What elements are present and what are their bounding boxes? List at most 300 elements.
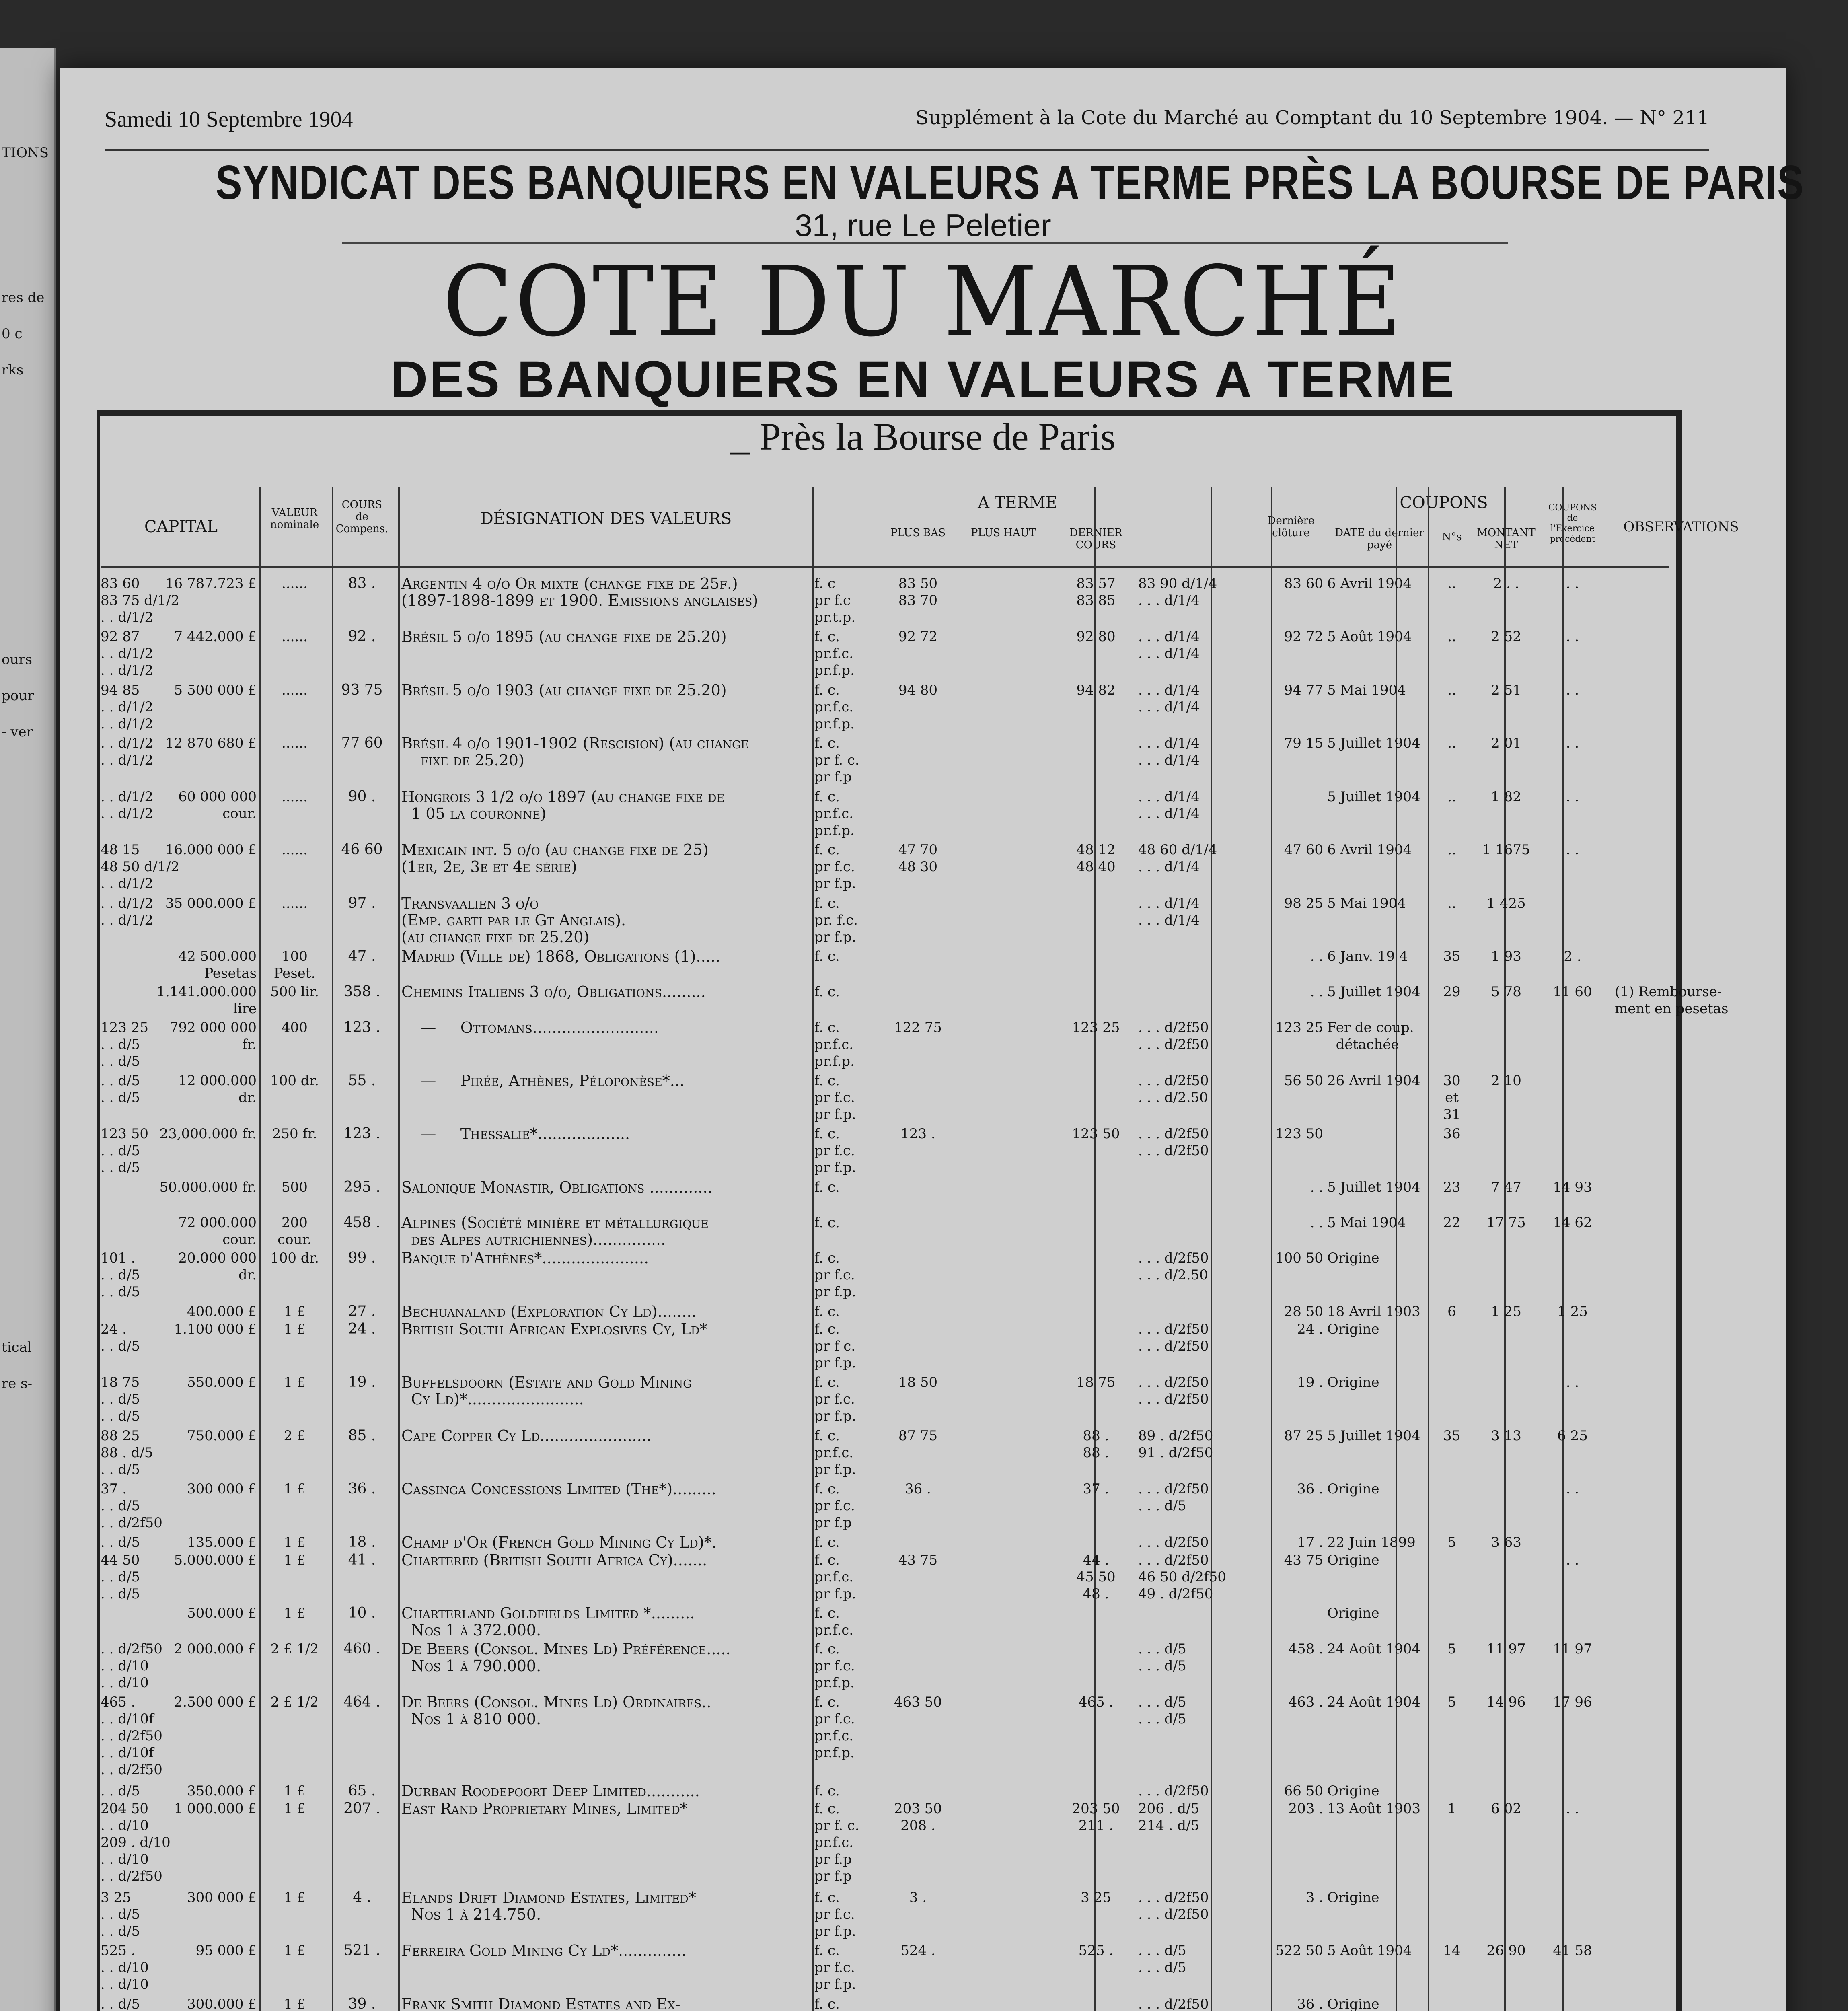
edge-fragment: 0 c <box>2 326 23 342</box>
header-date: Samedi 10 Septembre 1904 <box>105 107 353 132</box>
col-cours: COURS de Compens. <box>335 499 389 535</box>
cell-cours: 55 . <box>348 1072 376 1089</box>
cell-date: 13 Août 1903 <box>1327 1800 1420 1817</box>
cell-nos <box>1434 1783 1470 1800</box>
cell-valeur: ...... <box>282 576 308 592</box>
cell-dernier: 203 50 211 . <box>1072 1800 1120 1834</box>
cell-cours: 464 . <box>343 1694 380 1711</box>
cell-terme: f. c. pr.f.c. pr.f.p. <box>814 788 855 839</box>
cell-primes: . . . d/2f50 . . . d/2f50 <box>1138 1321 1209 1355</box>
cell-plus-bas <box>889 735 947 788</box>
cell-primes <box>1138 983 1255 1019</box>
cell-dernier: 465 . <box>1078 1694 1114 1711</box>
cell-cloture: 458 . <box>1288 1641 1323 1657</box>
cell-montant <box>1470 1374 1542 1427</box>
cell-montant <box>1470 1480 1542 1534</box>
edge-fragment: re s- <box>2 1376 33 1392</box>
cell-exercice: 14 93 <box>1553 1179 1592 1195</box>
col-capital: CAPITAL <box>144 518 218 536</box>
cell-designation: Madrid (Ville de) 1868, Obligations (1)..... <box>401 948 720 966</box>
cell-primes: 48 60 d/1/4 . . . d/1/4 <box>1138 842 1217 875</box>
cell-exercice <box>1542 1019 1603 1072</box>
cell-montant: 2 51 <box>1491 682 1521 698</box>
cell-cours: 46 60 <box>341 841 383 858</box>
title-rule <box>342 242 1508 244</box>
cell-valeur: 100 dr. <box>270 1073 319 1089</box>
cell-cours: 41 . <box>348 1551 376 1568</box>
cell-terme: f. c pr f.c pr.t.p. <box>814 576 856 625</box>
table-row <box>101 1374 1669 1427</box>
cell-capital: 12 870 680 £ <box>165 735 257 752</box>
cell-primes: 206 . d/5 214 . d/5 <box>1138 1800 1200 1834</box>
cell-dernier: 92 80 <box>1076 629 1116 645</box>
cell-dernier: 3 25 <box>1081 1889 1111 1906</box>
cell-observations <box>1615 1214 1747 1250</box>
table-row <box>101 983 1729 1019</box>
edge-fragment: pour <box>2 688 34 704</box>
cell-montant: 3 13 <box>1491 1427 1521 1444</box>
cell-capital: 750.000 £ <box>187 1427 257 1444</box>
cell-designation: De Beers (Consol. Mines Ld) Ordinaires.. Nos 1 à 810 000. <box>401 1694 711 1728</box>
cell-exercice: . . <box>1566 1374 1579 1391</box>
cell-terme: f. c. pr.f.c. <box>814 1605 854 1639</box>
cell-cours: 460 . <box>343 1640 380 1657</box>
cell-nos <box>1434 1374 1470 1427</box>
cell-terme: f. c. pr.f.c. pr.f.p. <box>814 682 855 732</box>
cell-exercice: . . <box>1566 735 1579 752</box>
cell-designation: Cassinga Concessions Limited (The*)......... <box>401 1480 716 1498</box>
cell-cours: 10 . <box>348 1605 376 1622</box>
cell-valeur: 2 £ 1/2 <box>270 1694 319 1711</box>
cell-primes: . . . d/5 . . . d/5 <box>1138 1694 1186 1727</box>
col-nos: N°s <box>1442 531 1462 543</box>
cell-primes: . . . d/2f50 <box>1138 1996 1209 2011</box>
cell-plus-bas: 36 . <box>905 1481 931 1497</box>
cell-capital: 35 000.000 £ <box>165 895 257 911</box>
cell-nos: 22 <box>1443 1215 1461 1231</box>
cell-montant: 1 425 <box>1486 895 1526 911</box>
cell-cours: 93 75 <box>341 681 383 698</box>
cell-dernier <box>1066 1250 1126 1303</box>
cell-montant: 14 96 <box>1486 1694 1526 1711</box>
cell-terme: f. c. pr f. c. pr f.p <box>814 735 859 785</box>
cell-nos: 35 <box>1443 1427 1461 1444</box>
cell-cours: 19 . <box>348 1374 376 1391</box>
cell-plus-haut: 465 . . . d/10f . . d/2f50 . . d/10f . . d/2f50 <box>101 1694 162 1778</box>
cell-capital: 2.500 000 £ <box>174 1694 257 1711</box>
cell-plus-bas <box>889 983 947 1019</box>
cell-observations <box>1615 1552 1747 1605</box>
table-row <box>101 895 1669 948</box>
cell-date: Fer de coup. détachée <box>1327 1019 1414 1053</box>
cell-terme: f. c. <box>814 1534 840 1550</box>
cell-observations <box>1615 1996 1747 2011</box>
cell-observations: (1) Rembourse- ment en pesetas <box>1615 984 1729 1017</box>
cell-date: Origine <box>1327 1783 1379 1799</box>
cell-designation: Charterland Goldfields Limited *......... Nos 1 à 372.000. <box>401 1605 695 1639</box>
cell-montant <box>1470 1889 1542 1942</box>
cell-cours: 27 . <box>348 1303 376 1320</box>
cell-terme: f. c. pr f.c. pr f.p. <box>814 1889 856 1939</box>
cell-dernier <box>1066 735 1126 788</box>
cell-montant <box>1470 1783 1542 1800</box>
cell-date: 5 Juillet 1904 <box>1327 1427 1420 1444</box>
table-row <box>101 1214 1669 1250</box>
table-row <box>101 1942 1669 1995</box>
cell-terme: f. c. pr f.c. pr f.p. <box>814 1943 856 1993</box>
cell-montant: 2 10 <box>1491 1073 1521 1089</box>
cell-observations <box>1615 1427 1747 1480</box>
cell-date: Origine <box>1327 1481 1379 1497</box>
cell-capital: 60 000 000 cour. <box>178 788 257 822</box>
cell-designation: Bechuanaland (Exploration Cy Ld)........ <box>401 1303 697 1320</box>
cell-capital: 300 000 £ <box>187 1481 257 1497</box>
cell-valeur: 1 £ <box>284 1605 306 1622</box>
cell-primes: 89 . d/2f50 91 . d/2f50 <box>1138 1427 1213 1461</box>
table-row <box>101 1889 1669 1942</box>
cell-plus-bas <box>889 1783 947 1800</box>
cell-dernier <box>1066 1179 1126 1214</box>
cell-plus-haut: 37 . . . d/5 . . d/2f50 <box>101 1481 162 1531</box>
cell-plus-bas <box>889 1996 947 2011</box>
cell-observations <box>1615 1942 1747 1995</box>
cell-plus-bas: 524 . <box>900 1943 935 1959</box>
cell-terme: f. c. pr.f.c. pr f.p. <box>814 1427 856 1478</box>
cell-plus-haut: 92 87 . . d/1/2 . . d/1/2 <box>101 629 154 679</box>
cell-valeur: 1 £ <box>284 1943 306 1959</box>
cell-nos: 36 <box>1443 1126 1461 1142</box>
cell-montant <box>1470 1250 1542 1303</box>
cell-observations <box>1615 1019 1747 1072</box>
cell-cloture: 463 . <box>1288 1694 1323 1711</box>
cell-dernier: 83 57 83 85 <box>1076 576 1116 609</box>
cell-nos: 1 <box>1447 1800 1456 1817</box>
cell-capital: 5 500 000 £ <box>174 682 257 698</box>
cell-plus-haut: 44 50 . . d/5 . . d/5 <box>101 1552 140 1602</box>
cell-date: 24 Août 1904 <box>1327 1694 1420 1711</box>
cell-observations <box>1615 948 1747 983</box>
cell-plus-haut: 18 75 . . d/5 . . d/5 <box>101 1374 140 1425</box>
cell-date <box>1327 1125 1432 1178</box>
cell-cloture: 28 50 <box>1284 1303 1323 1320</box>
cell-observations <box>1615 1480 1747 1534</box>
cell-cloture: 98 25 <box>1284 895 1323 911</box>
cell-designation: Brésil 5 o/o 1895 (au change fixe de 25.20) <box>401 628 727 646</box>
cell-designation: Champ d'Or (French Gold Mining Cy Ld)*. <box>401 1534 717 1551</box>
cell-cours: 295 . <box>343 1178 380 1195</box>
cell-terme: f. c. <box>814 1215 840 1231</box>
cell-cloture: 3 . <box>1305 1889 1323 1906</box>
cell-terme: f. c. pr f. c. pr.f.c. pr f.p pr f.p <box>814 1800 859 1884</box>
cell-date: 6 Avril 1904 <box>1327 842 1412 858</box>
edge-fragment: - ver <box>2 724 33 740</box>
cell-cours: 18 . <box>348 1534 376 1550</box>
cell-date: 18 Avril 1903 <box>1327 1303 1420 1320</box>
cell-designation: Ferreira Gold Mining Cy Ld*.............. <box>401 1942 687 1960</box>
cell-plus-bas <box>889 948 947 983</box>
edge-fragment: res de <box>2 290 45 306</box>
cell-montant: 26 90 <box>1486 1943 1526 1959</box>
table-row <box>101 1125 1669 1178</box>
table-row <box>101 1072 1669 1125</box>
cell-date: 5 Mai 1904 <box>1327 682 1406 698</box>
cell-primes <box>1138 1303 1255 1321</box>
cell-cloture <box>1259 788 1323 841</box>
cell-designation: Durban Roodepoort Deep Limited........... <box>401 1782 700 1800</box>
cell-cloture: 66 50 <box>1284 1783 1323 1799</box>
table-row <box>101 682 1669 735</box>
cell-designation: Brésil 5 o/o 1903 (au change fixe de 25.20) <box>401 681 727 699</box>
cell-designation: — Ottomans.......................... <box>401 1019 659 1036</box>
cell-observations <box>1615 1889 1747 1942</box>
table-row <box>101 1179 1669 1214</box>
cell-terme: f. c. pr f.c. pr f.p. <box>814 842 856 892</box>
cell-nos: 23 <box>1443 1179 1461 1195</box>
table-row <box>101 841 1669 894</box>
cell-terme: f. c. <box>814 948 840 965</box>
cell-terme: f. c. pr f.c. pr.f.c. pr.f.p. <box>814 1694 855 1761</box>
cell-dernier: 525 . <box>1078 1943 1114 1959</box>
cell-capital: 20.000 000 dr. <box>178 1250 257 1283</box>
cell-cloture: 17 . <box>1297 1534 1323 1550</box>
cell-cours: 47 . <box>348 948 376 965</box>
cell-dernier: 88 . 88 . <box>1083 1427 1109 1461</box>
cell-plus-haut: . . d/1/2 . . d/1/2 <box>101 895 154 928</box>
cell-primes: . . . d/2f50 . . . d/2.50 <box>1138 1073 1209 1106</box>
cell-observations <box>1615 735 1747 788</box>
cell-nos: .. <box>1447 682 1456 698</box>
cell-designation: Buffelsdoorn (Estate and Gold Mining Cy Ld)*........................ <box>401 1374 692 1409</box>
cell-plus-bas <box>889 1179 947 1214</box>
cell-cours: 458 . <box>343 1214 380 1231</box>
edge-fragment: tical <box>2 1339 32 1355</box>
cell-designation: Banque d'Athènes*...................... <box>401 1250 649 1267</box>
cell-plus-bas <box>889 1214 947 1250</box>
cell-plus-bas <box>889 1534 947 1552</box>
cell-date: 5 Juillet 1904 <box>1327 1179 1420 1195</box>
cell-cours: 77 60 <box>341 735 383 752</box>
cell-exercice <box>1542 1072 1603 1125</box>
cell-primes: . . . d/2f50 . . . d/2f50 <box>1138 1889 1209 1923</box>
cell-observations <box>1615 1694 1747 1783</box>
cell-nos: 5 <box>1447 1534 1456 1550</box>
cell-primes: . . . d/1/4 . . . d/1/4 <box>1138 629 1200 662</box>
previous-page-edge <box>0 48 56 2011</box>
col-dernier: DERNIER COURS <box>1069 527 1122 551</box>
cell-primes: . . . d/2f50 . . . d/2f50 <box>1138 1374 1209 1408</box>
cell-primes: . . . d/2f50 . . . d/2f50 <box>1138 1126 1209 1159</box>
cell-plus-haut: 525 . . . d/10 . . d/10 <box>101 1943 149 1993</box>
cell-observations <box>1615 1783 1747 1800</box>
cell-observations <box>1615 682 1747 735</box>
header-rule <box>105 149 1709 151</box>
cell-date: 6 Janv. 19 4 <box>1327 948 1408 965</box>
cell-nos: .. <box>1447 629 1456 645</box>
cell-cloture: 19 . <box>1297 1374 1323 1391</box>
table-row <box>101 1996 1669 2011</box>
cell-primes: . . . d/1/4 . . . d/1/4 <box>1138 682 1200 715</box>
cell-exercice: . . <box>1566 576 1579 592</box>
col-plus-bas: PLUS BAS <box>890 527 946 539</box>
cell-designation: Cape Copper Cy Ld....................... <box>401 1427 652 1445</box>
cell-plus-bas: 122 75 <box>894 1019 942 1036</box>
cell-observations <box>1615 1072 1747 1125</box>
cell-cloture: . . <box>1310 948 1323 965</box>
cell-plus-haut: 204 50 . . d/10 209 . d/10 . . d/10 . . d/2f50 <box>101 1800 171 1884</box>
cell-terme: f. c. pr. f.c. pr f.p. <box>814 895 858 945</box>
cell-capital: 500.000 £ <box>187 1605 257 1622</box>
cell-cloture: 123 25 <box>1275 1019 1323 1036</box>
cell-montant: 2 . . <box>1493 576 1519 592</box>
cell-plus-bas <box>889 1641 947 1694</box>
cell-plus-bas: 87 75 <box>898 1427 938 1444</box>
cell-plus-bas: 47 70 48 30 <box>898 842 938 875</box>
cell-dernier <box>1066 1783 1126 1800</box>
cell-date: 5 Juillet 1904 <box>1327 984 1420 1000</box>
cell-cours: 36 . <box>348 1480 376 1497</box>
cell-montant <box>1470 1125 1542 1178</box>
cell-exercice: . . <box>1566 1481 1579 1497</box>
cell-primes: . . . d/2f50 . . . d/2f50 <box>1138 1019 1209 1053</box>
cell-montant: 2 52 <box>1491 629 1521 645</box>
cell-cloture: . . <box>1310 1215 1323 1231</box>
cell-observations <box>1615 1303 1747 1321</box>
cell-valeur: 500 <box>282 1179 308 1195</box>
cell-exercice: 1 25 <box>1557 1303 1588 1320</box>
cell-plus-bas <box>889 1321 947 1374</box>
cell-designation: Chemins Italiens 3 o/o, Obligations......... <box>401 983 706 1001</box>
cell-exercice <box>1542 1996 1603 2011</box>
cell-cloture: 94 77 <box>1284 682 1323 698</box>
cell-designation: De Beers (Consol. Mines Ld) Préférence..... Nos 1 à 790.000. <box>401 1640 731 1675</box>
cell-observations <box>1615 1321 1747 1374</box>
cell-exercice <box>1542 1605 1603 1640</box>
cell-dernier <box>1066 788 1126 841</box>
cell-dernier <box>1066 948 1126 983</box>
cell-observations <box>1615 841 1747 894</box>
cell-nos <box>1434 1889 1470 1942</box>
cell-plus-bas: 43 75 <box>898 1552 938 1568</box>
table-row <box>101 1605 1669 1640</box>
cell-montant: 6 02 <box>1491 1800 1521 1817</box>
cell-montant <box>1470 1996 1542 2011</box>
cell-nos <box>1434 1996 1470 2011</box>
running-header <box>105 107 1709 131</box>
col-coupons: COUPONS <box>1400 493 1488 512</box>
cell-dernier: 48 12 48 40 <box>1076 842 1116 875</box>
cell-date: 22 Juin 1899 <box>1327 1534 1416 1550</box>
cell-capital: 5.000.000 £ <box>174 1552 257 1568</box>
cell-valeur: 400 <box>282 1019 308 1036</box>
cell-plus-haut: 24 . . . d/5 <box>101 1321 140 1355</box>
cell-cours: 4 . <box>353 1889 371 1906</box>
cell-primes: . . . d/2f50 . . . d/5 <box>1138 1481 1209 1514</box>
cell-nos <box>1434 1480 1470 1534</box>
cell-primes: . . . d/1/4 . . . d/1/4 <box>1138 895 1200 928</box>
cell-exercice: . . <box>1566 842 1579 858</box>
cell-exercice <box>1542 1783 1603 1800</box>
cell-capital: 50.000.000 fr. <box>159 1179 257 1195</box>
cell-observations <box>1615 1641 1747 1694</box>
cell-primes: . . . d/2f50 <box>1138 1534 1209 1550</box>
cell-terme: f. c. pr f.c. pr f.p. <box>814 1126 856 1176</box>
cell-cloture: . . <box>1310 1179 1323 1195</box>
cell-plus-haut: 88 25 88 . d/5 . . d/5 <box>101 1427 153 1478</box>
cell-capital: 16.000 000 £ <box>165 842 257 858</box>
cell-designation: Brésil 4 o/o 1901-1902 (Rescision) (au change fixe de 25.20) <box>401 735 749 769</box>
cell-plus-bas <box>889 1250 947 1303</box>
cell-terme: f. c. pr f c. pr f.p. <box>814 1321 856 1372</box>
cell-capital: 16 787.723 £ <box>165 576 257 592</box>
cell-exercice: . . <box>1566 682 1579 698</box>
cell-plus-bas <box>889 1072 947 1125</box>
table-row <box>101 1427 1669 1480</box>
cell-cours: 521 . <box>343 1942 380 1959</box>
cell-nos <box>1434 1321 1470 1374</box>
col-date: DATE du dernier payé <box>1335 527 1424 551</box>
cell-valeur: 250 fr. <box>272 1126 317 1142</box>
edge-fragment: TIONS <box>2 145 49 161</box>
cell-plus-haut: . . d/1/2 . . d/1/2 <box>101 735 154 769</box>
cell-cloture: 43 75 <box>1284 1552 1323 1568</box>
table-row <box>101 1019 1669 1072</box>
cell-cloture: 92 72 <box>1284 629 1323 645</box>
cell-valeur: 1 £ <box>284 1552 306 1568</box>
cell-cloture: 56 50 <box>1284 1073 1323 1089</box>
cell-cours: 97 . <box>348 894 376 911</box>
cell-cours: 90 . <box>348 788 376 805</box>
cell-plus-bas <box>889 788 947 841</box>
cell-exercice: 17 96 <box>1553 1694 1592 1711</box>
cell-valeur: ...... <box>282 629 308 645</box>
cell-date: Origine <box>1327 1605 1379 1622</box>
cell-observations <box>1615 1374 1747 1427</box>
cell-designation: Argentin 4 o/o Or mixte (change fixe de 25f.) (1897-1898-1899 et 1900. Emissions anglaises) <box>401 575 759 609</box>
cell-primes <box>1138 1179 1255 1214</box>
quotation-table <box>101 575 1729 2011</box>
cell-plus-haut: . . d/5 . . d/5 <box>101 1073 140 1106</box>
cell-valeur: 100 dr. <box>270 1250 319 1267</box>
cell-cours: 65 . <box>348 1782 376 1799</box>
cell-cours: 358 . <box>343 983 380 1000</box>
cell-primes: . . . d/2f50 46 50 d/2f50 49 . d/2f50 <box>1138 1552 1226 1602</box>
cell-plus-haut: 48 15 48 50 d/1/2 . . d/1/2 <box>101 842 180 892</box>
cell-exercice: 11 97 <box>1553 1641 1592 1657</box>
cell-capital: 2 000.000 £ <box>174 1641 257 1657</box>
cell-primes: . . . d/2f50 <box>1138 1783 1209 1799</box>
cell-dernier <box>1066 1534 1126 1552</box>
cell-designation: British South African Explosives Cy, Ld* <box>401 1321 707 1339</box>
syndicat-address: 31, rue Le Peletier <box>795 208 1051 243</box>
table-row <box>101 788 1669 841</box>
table-row <box>101 1783 1669 1800</box>
cell-valeur: ...... <box>282 735 308 752</box>
cell-plus-haut: 123 50 . . d/5 . . d/5 <box>101 1126 148 1176</box>
cell-designation: — Pirée, Athènes, Péloponèse*... <box>401 1072 685 1090</box>
cell-capital: 350.000 £ <box>187 1783 257 1799</box>
cell-designation: Mexicain int. 5 o/o (au change fixe de 25) (1er, 2e, 3e et 4e série) <box>401 841 709 876</box>
col-a-terme: A TERME <box>978 493 1057 512</box>
cell-nos: 6 <box>1447 1303 1456 1320</box>
cell-cours: 207 . <box>343 1800 380 1817</box>
cell-capital: 95 000 £ <box>195 1943 257 1959</box>
cell-cloture: . . <box>1310 984 1323 1000</box>
col-montant: MONTANT NET <box>1477 527 1536 551</box>
col-plus-haut: PLUS HAUT <box>970 527 1036 539</box>
cell-date: 5 Juillet 1904 <box>1327 788 1420 805</box>
cell-designation: East Rand Proprietary Mines, Limited* <box>401 1800 688 1818</box>
col-designation: DÉSIGNATION DES VALEURS <box>480 510 732 528</box>
